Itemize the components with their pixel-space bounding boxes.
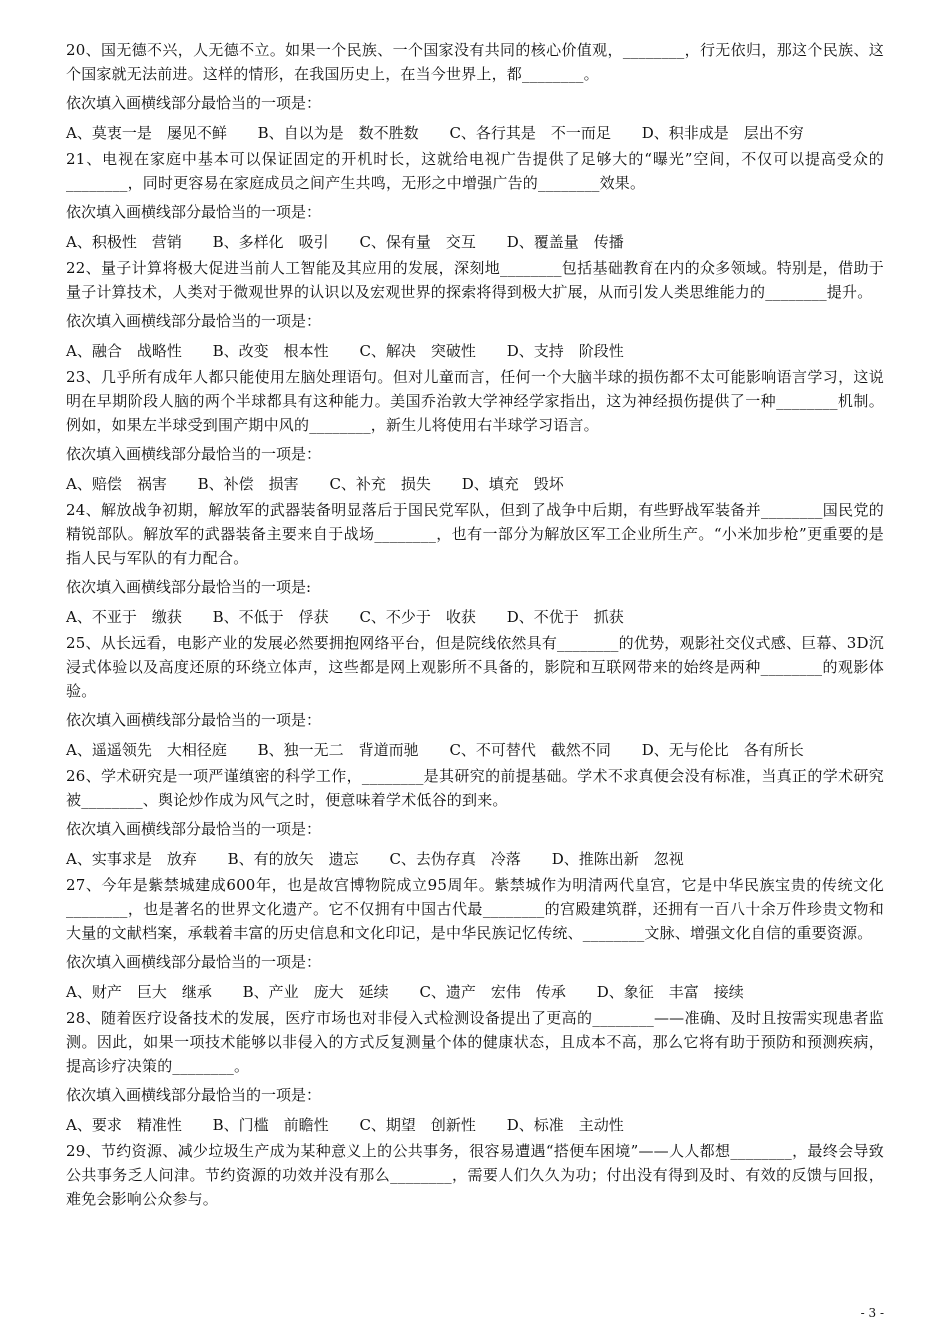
option-d: D、象征 丰富 接续	[596, 983, 744, 1001]
options-row	[66, 472, 884, 496]
question-prompt: 依次填入画横线部分最恰当的一项是：	[66, 203, 322, 221]
question-29	[66, 1139, 884, 1211]
question-stem: 26、学术研究是一项严谨缜密的科学工作，________是其研究的前提基础。学术不求真便会没有标准，当真正的学术研究被________、舆论炒作成为风气之时，便意味着学术低谷的到来。	[66, 767, 884, 809]
question-stem: 24、解放战争初期，解放军的武器装备明显落后于国民党军队，但到了战争中后期，有些野战军装备并________国民党的精锐部队。解放军的武器装备主要来自于战场________，也有一部分为解放区军工企业所生产。“小米加步枪”更重要的是指人民与军队的有力配合。	[66, 501, 884, 567]
options-row	[66, 980, 884, 1004]
options-row	[66, 847, 884, 871]
options-row	[66, 1113, 884, 1137]
question-21	[66, 147, 884, 254]
option-c: C、去伪存真 冷落	[389, 850, 521, 868]
question-stem: 29、节约资源、减少垃圾生产成为某种意义上的公共事务，很容易遭遇“搭便车困境”——人人都想________，最终会导致公共事务乏人问津。节约资源的功效并没有那么________，需要人们久久为功；付出没有得到及时、有效的反馈与回报，难免会影响公众参与。	[66, 1142, 884, 1208]
question-23	[66, 365, 884, 496]
question-stem: 27、今年是紫禁城建成600年，也是故宫博物院成立95周年。紫禁城作为明清两代皇宫，它是中华民族宝贵的传统文化________，也是著名的世界文化遗产。它不仅拥有中国古代最________的宫殿建筑群，还拥有一百八十余万件珍贵文物和大量的文献档案，承载着丰富的历史信息和文化印记，是中华民族记忆传统、________文脉、增强文化自信的重要资源。	[66, 876, 884, 942]
question-prompt: 依次填入画横线部分最恰当的一项是：	[66, 953, 322, 971]
question-20	[66, 38, 884, 145]
page-number: - 3 -	[860, 1306, 884, 1320]
question-prompt: 依次填入画横线部分最恰当的一项是：	[66, 1086, 322, 1104]
option-d: D、填充 毁坏	[461, 475, 564, 493]
option-b: B、有的放矢 遗忘	[227, 850, 359, 868]
question-25	[66, 631, 884, 762]
option-d: D、标准 主动性	[506, 1116, 624, 1134]
option-c: C、各行其是 不一而足	[449, 124, 611, 142]
question-stem: 21、电视在家庭中基本可以保证固定的开机时长，这就给电视广告提供了足够大的“曝光”空间，不仅可以提高受众的________，同时更容易在家庭成员之间产生共鸣，无形之中增强广告的________效果。	[66, 150, 884, 192]
question-prompt: 依次填入画横线部分最恰当的一项是：	[66, 820, 322, 838]
option-a: A、融合 战略性	[66, 342, 182, 360]
question-24	[66, 498, 884, 629]
option-b: B、补偿 损害	[197, 475, 299, 493]
options-row	[66, 605, 884, 629]
option-b: B、产业 庞大 延续	[242, 983, 389, 1001]
question-stem: 22、量子计算将极大促进当前人工智能及其应用的发展，深刻地________包括基础教育在内的众多领域。特别是，借助于量子计算技术，人类对于微观世界的认识以及宏观世界的探索将得到极大扩展，从而引发人类思维能力的________提升。	[66, 259, 884, 301]
question-stem: 20、国无德不兴，人无德不立。如果一个民族、一个国家没有共同的核心价值观，________，行无依归，那这个民族、这个国家就无法前进。这样的情形，在我国历史上，在当今世界上，都________。	[66, 41, 884, 83]
question-prompt: 依次填入画横线部分最恰当的一项是：	[66, 711, 322, 729]
option-d: D、推陈出新 忽视	[551, 850, 684, 868]
option-c: C、保有量 交互	[359, 233, 476, 251]
question-27	[66, 873, 884, 1004]
option-a: A、要求 精准性	[66, 1116, 182, 1134]
option-a: A、实事求是 放弃	[66, 850, 197, 868]
option-b: B、自以为是 数不胜数	[257, 124, 419, 142]
option-b: B、多样化 吸引	[212, 233, 329, 251]
option-d: D、覆盖量 传播	[506, 233, 624, 251]
options-row	[66, 738, 884, 762]
question-stem: 25、从长远看，电影产业的发展必然要拥抱网络平台，但是院线依然具有________的优势，观影社交仪式感、巨幕、3D沉浸式体验以及高度还原的环绕立体声，这些都是网上观影所不具备的，影院和互联网带来的始终是两种________的观影体验。	[66, 634, 884, 700]
question-prompt: 依次填入画横线部分最恰当的一项是：	[66, 312, 322, 330]
question-26	[66, 764, 884, 871]
question-prompt: 依次填入画横线部分最恰当的一项是:	[66, 578, 312, 596]
option-a: A、莫衷一是 屡见不鲜	[66, 124, 227, 142]
option-b: B、门槛 前瞻性	[212, 1116, 329, 1134]
option-a: A、赔偿 祸害	[66, 475, 167, 493]
option-c: C、期望 创新性	[359, 1116, 476, 1134]
option-d: D、无与伦比 各有所长	[641, 741, 804, 759]
option-d: D、积非成是 层出不穷	[641, 124, 804, 142]
option-a: A、积极性 营销	[66, 233, 182, 251]
options-row	[66, 230, 884, 254]
option-c: C、补充 损失	[329, 475, 431, 493]
option-c: C、不可替代 截然不同	[449, 741, 611, 759]
option-b: B、不低于 俘获	[212, 608, 329, 626]
question-prompt: 依次填入画横线部分最恰当的一项是：	[66, 445, 322, 463]
option-d: D、不优于 抓获	[506, 608, 624, 626]
options-row	[66, 339, 884, 363]
question-prompt: 依次填入画横线部分最恰当的一项是：	[66, 94, 322, 112]
question-22	[66, 256, 884, 363]
question-stem: 23、几乎所有成年人都只能使用左脑处理语句。但对儿童而言，任何一个大脑半球的损伤都不太可能影响语言学习，这说明在早期阶段人脑的两个半球都具有这种能力。美国乔治敦大学神经学家指出，这为神经损伤提供了一种________机制。例如，如果左半球受到围产期中风的________，新生儿将使用右半球学习语言。	[66, 368, 884, 434]
option-b: B、独一无二 背道而驰	[257, 741, 419, 759]
exam-page	[66, 38, 884, 1211]
question-28	[66, 1006, 884, 1137]
option-c: C、不少于 收获	[359, 608, 476, 626]
option-b: B、改变 根本性	[212, 342, 329, 360]
options-row	[66, 121, 884, 145]
option-a: A、遥遥领先 大相径庭	[66, 741, 227, 759]
option-a: A、不亚于 缴获	[66, 608, 182, 626]
option-c: C、遗产 宏伟 传承	[419, 983, 566, 1001]
option-a: A、财产 巨大 继承	[66, 983, 212, 1001]
question-stem: 28、随着医疗设备技术的发展，医疗市场也对非侵入式检测设备提出了更高的________——准确、及时且按需实现患者监测。因此，如果一项技术能够以非侵入的方式反复测量个体的健康状态，且成本不高，那么它将有助于预防和预测疾病，提高诊疗决策的________。	[66, 1009, 884, 1075]
option-d: D、支持 阶段性	[506, 342, 624, 360]
option-c: C、解决 突破性	[359, 342, 476, 360]
